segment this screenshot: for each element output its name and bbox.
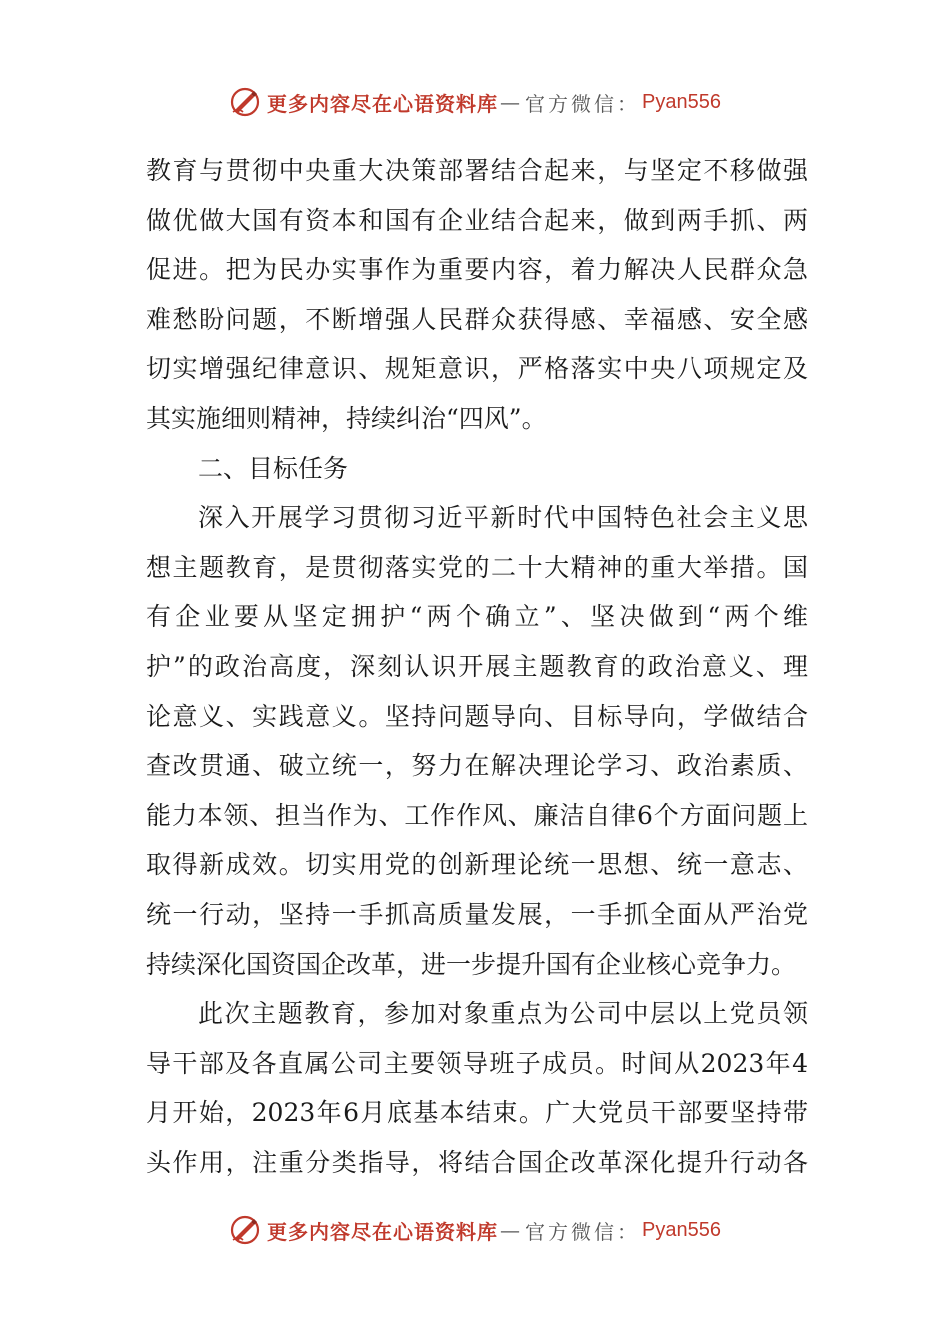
body-line: 取得新成效。切实用党的创新理论统一思想、统一意志、 [146,850,808,880]
body-line: 查改贯通、破立统一，努力在解决理论学习、政治素质、 [146,751,808,781]
banner-dash: — [500,1218,524,1242]
body-line: 教育与贯彻中央重大决策部署结合起来，与坚定不移做强 [146,156,808,185]
body-line: 其实施细则精神，持续纠治“四风”。 [146,403,547,433]
body-line: 想主题教育，是贯彻落实党的二十大精神的重大举措。国 [146,552,808,582]
banner-official-label: 官方微信： [525,1219,641,1244]
body-line: 头作用，注重分类指导，将结合国企改革深化提升行动各 [146,1147,808,1177]
body-line: 促进。把为民办实事作为重要内容，着力解决人民群众急 [146,255,808,285]
body-line: 能力本领、担当作为、工作作风、廉洁自律6个方面问题上 [146,800,808,830]
banner-wechat-id: Pyan556 [642,1218,721,1241]
banner-wechat-id: Pyan556 [642,90,721,113]
body-line: 统一行动，坚持一手抓高质量发展，一手抓全面从严治党 [146,899,808,929]
body-line: 月开始，2023年6月底基本结束。广大党员干部要坚持带 [146,1098,808,1128]
body-line: 深入开展学习贯彻习近平新时代中国特色社会主义思 [198,503,808,533]
document-body [146,146,808,1187]
body-line: 难愁盼问题，不断增强人民群众获得感、幸福感、安全感 [146,304,808,334]
body-line: 做优做大国有资本和国有企业结合起来，做到两手抓、两 [146,205,808,235]
footer-watermark-banner [0,1208,950,1252]
body-line: 有企业要从坚定拥护“两个确立”、坚决做到“两个维 [146,602,808,632]
banner-dash: — [500,90,524,114]
section-heading: 二、目标任务 [198,453,349,483]
pen-logo-icon [229,1214,261,1246]
body-line: 护”的政治高度，深刻认识开展主题教育的政治意义、理 [146,651,808,681]
banner-brand-text: 更多内容尽在心语资料库 [267,1219,499,1244]
body-line: 此次主题教育，参加对象重点为公司中层以上党员领 [198,999,808,1029]
header-watermark-banner [0,80,950,124]
pen-logo-icon [229,86,261,118]
body-line: 持续深化国资国企改革，进一步提升国有企业核心竞争力。 [146,949,797,979]
body-line: 导干部及各直属公司主要领导班子成员。时间从2023年4 [146,1048,808,1078]
body-line: 论意义、实践意义。坚持问题导向、目标导向，学做结合 [146,701,808,731]
banner-official-label: 官方微信： [525,91,641,116]
banner-brand-text: 更多内容尽在心语资料库 [267,91,499,116]
body-line: 切实增强纪律意识、规矩意识，严格落实中央八项规定及 [146,354,808,384]
